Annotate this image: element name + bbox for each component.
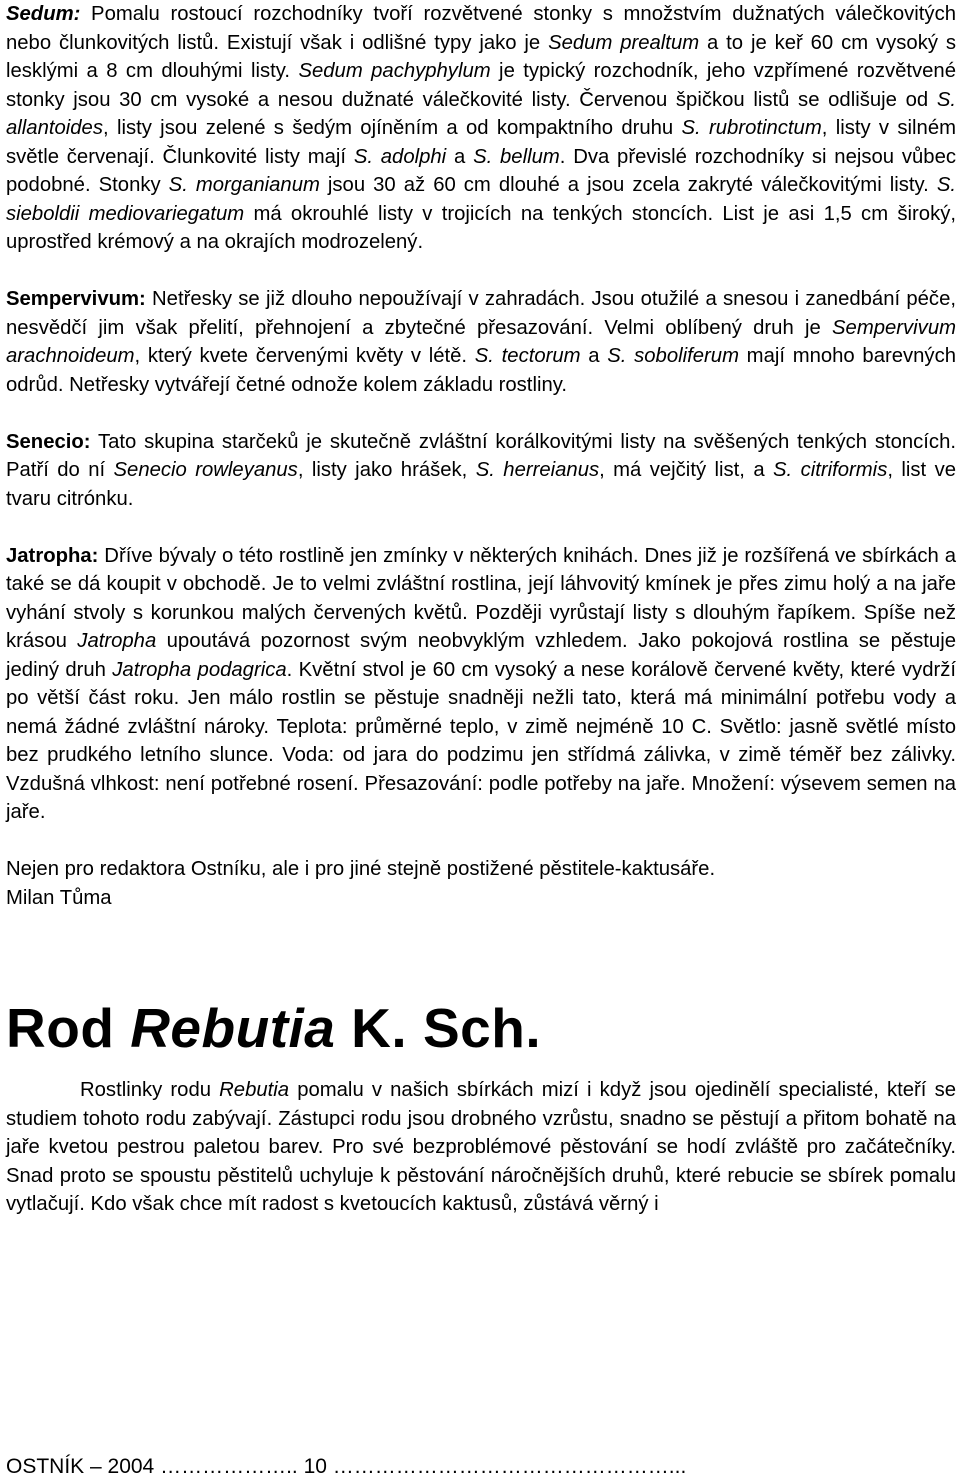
text: pomalu v našich sbírkách mizí i když jsou ojedinělí specialisté, kteří se studiem tohoto rodu zabývají. Zástupci rodu jsou drobného vzrůstu, snadno se pěstují a přitom bohatě na jaře kvetou pestrou paletou barev. Pro své bezproblémové pěstování se hodí zvláště pro začátečníky. Snad proto se spoustu pěstitelů uchyluje k pěstování náročnějších druhů, které rebucie se sbírek pomalu vytlačují. Kdo však chce mít radost s kvetoucích kaktusů, zůstává věrný i (6, 1079, 956, 1215)
closing-line: Nejen pro redaktora Ostníku, ale i pro jiné stejně postižené pěstitele-kaktusáře. (6, 858, 716, 880)
text: . Dva převislé rozchodníky si nejsou vůbec podobné. Stonky (6, 145, 956, 196)
heading-senecio: Senecio: (6, 430, 91, 453)
text: , který kvete červenými květy v létě. (134, 345, 475, 367)
species-name: S. sieboldii mediovariegatum (6, 174, 956, 225)
genus-name: Rebutia (219, 1079, 290, 1101)
species-name: Sempervivum arachnoideum (6, 316, 956, 367)
species-name: S. allantoides (6, 88, 956, 139)
text: Tato skupina starčeků je skutečně zvláštní korálkovitými listy na svěšených tenkých stoncích. Patří do ní (6, 430, 956, 481)
text: , listy jsou zelené s šedým ojíněním a od kompaktního druhu (102, 117, 682, 139)
title-part: Rod (6, 997, 131, 1059)
page-footer: OSTNÍK – 2004 ……………….. 10 …………………………………………... (6, 1455, 687, 1478)
text: a to je keř 60 cm vysoký s lesklými a 8 cm dlouhými listy. (6, 31, 956, 82)
text: , má vejčitý list, a (599, 459, 774, 481)
species-name: S. citriformis (773, 459, 888, 481)
text: a (446, 145, 474, 168)
species-name: S. bellum (473, 145, 560, 168)
species-name: Sedum prealtum (548, 31, 700, 54)
species-name: S. herreianus (475, 459, 600, 481)
text: . Květní stvol je 60 cm vysoký a nese korálově červené květy, které vydrží po větší část roku. Jen málo rostlin se pěstuje snadněji nežli tato, která má minimální potřebu vody a nemá žádné zvláštní nároky. Teplota: průměrné teplo, v zimě nejméně 10 C. Světlo: jasně světlé místo bez prudkého letního slunce. Voda: od jara do podzimu jen střídmá zálivka, v zimě téměř bez zálivky. Vzdušná vlhkost: není potřebné rosení. Přesazování: podle potřeby na jaře. Množení: výsevem semen na jaře. (6, 658, 957, 823)
text: a (580, 345, 608, 367)
text: , listy jako hrášek, (297, 459, 476, 481)
text: , listy v silném světle červenají. Člunkovité listy mají (6, 117, 957, 168)
species-name: S. adolphi (353, 145, 447, 168)
text: Dříve bývaly o této rostlině jen zmínky v některých knihách. Dnes již je rozšířená ve sbírkách a také se dá koupit v obchodě. Je to velmi zvláštní rostlina, její láhvovitý kmínek je přes zimu holý a na jaře vyhání stvoly s korunkou malých červených květů. Později vyrůstají listy s dlouhým řapíkem. Spíše než krásou (6, 544, 956, 652)
document-page (6, 0, 956, 1219)
species-name: S. tectorum (474, 345, 581, 367)
author-name: Milan Tůma (6, 886, 112, 909)
species-name: Sedum pachyphylum (298, 60, 491, 82)
paragraph-jatropha (6, 542, 956, 827)
species-name: Jatropha (77, 630, 157, 652)
text: upoutává pozornost svým neobvyklým vzhledem. Jako pokojová rostlina se pěstuje jediný druh (6, 630, 956, 681)
species-name: Jatropha podagrica (112, 658, 287, 681)
title-part: K. Sch. (335, 997, 542, 1059)
heading-sempervivum: Sempervivum: (6, 288, 146, 310)
text: Pomalu rostoucí rozchodníky tvoří rozvětvené stonky s množstvím dužnatých válečkovitých nebo člunkovitých listů. Existují však i odlišné typy jako je (6, 3, 956, 54)
species-name: S. soboliferum (607, 345, 739, 367)
text: mají mnoho barevných odrůd. Netřesky vytvářejí četné odnože kolem základu rostliny. (6, 345, 956, 396)
species-name: Senecio rowleyanus (113, 459, 298, 481)
text: Netřesky se již dlouho nepoužívají v zahradách. Jsou otužilé a snesou i zanedbání péče, nesvědčí jim však přelití, přehnojení a zbytečné přesazování. Velmi oblíbený druh je (6, 288, 956, 339)
text: je typický rozchodník, jeho vzpřímené rozvětvené stonky jsou 30 cm vysoké a nesou dužnaté válečkovité listy. Červenou špičkou listů se odlišuje od (6, 60, 956, 111)
text: Rostlinky rodu (80, 1079, 220, 1101)
paragraph-senecio (6, 428, 956, 514)
paragraph-rebutia (6, 1076, 956, 1219)
heading-jatropha: Jatropha: (6, 544, 99, 567)
title-genus: Rebutia (130, 997, 336, 1059)
paragraph-sedum (6, 0, 956, 257)
species-name: S. rubrotinctum (681, 117, 822, 139)
heading-sedum: Sedum: (6, 3, 81, 25)
text: má okrouhlé listy v trojicích na tenkých stoncích. List je asi 1,5 cm široký, uprostřed krémový a na okrajích modrozelený. (6, 202, 956, 253)
paragraph-sempervivum (6, 285, 956, 399)
text: , list ve tvaru citrónku. (6, 459, 956, 510)
species-name: S. morganianum (168, 174, 320, 196)
article-title (6, 996, 956, 1060)
text: jsou 30 až 60 cm dlouhé a jsou zcela zakryté válečkovitými listy. (319, 174, 937, 196)
